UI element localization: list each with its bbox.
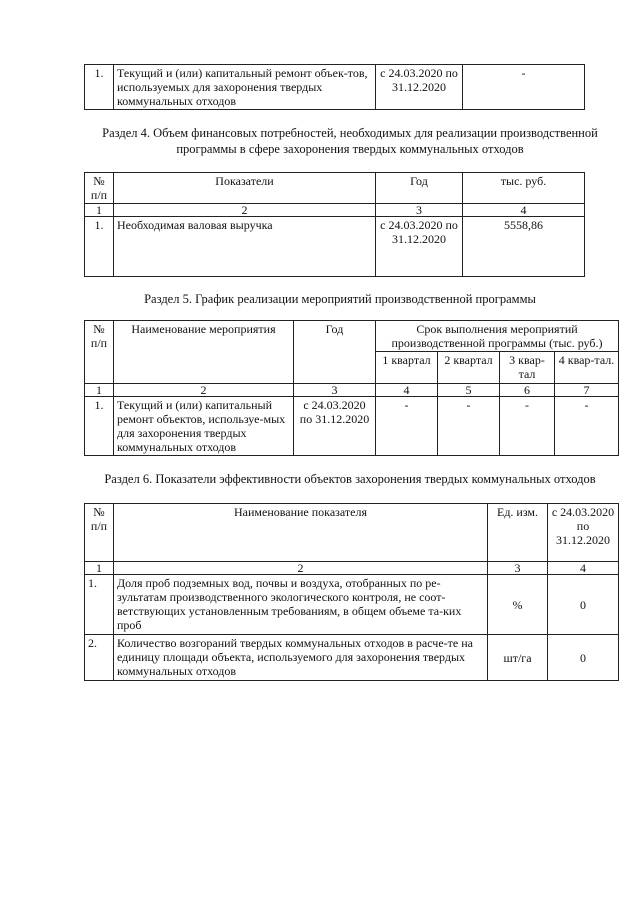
col-number: 3 xyxy=(488,562,548,575)
section6-table xyxy=(84,503,619,681)
q3-cell: - xyxy=(500,397,555,456)
table-header-row xyxy=(85,173,585,204)
q4-cell: - xyxy=(555,397,619,456)
row-number: 2. xyxy=(85,635,114,681)
header-name: Наименование показателя xyxy=(114,504,488,562)
col-number: 1 xyxy=(85,204,114,217)
indicator-name: Необходимая валовая выручка xyxy=(114,217,376,277)
header-num: № п/п xyxy=(85,504,114,562)
col-number: 2 xyxy=(114,562,488,575)
row-number: 1. xyxy=(85,217,114,277)
sum-cell: 5558,86 xyxy=(463,217,585,277)
header-q3: 3 квар-тал xyxy=(500,352,555,384)
col-number: 3 xyxy=(376,204,463,217)
col-number: 2 xyxy=(114,204,376,217)
column-numbers-row xyxy=(85,562,619,575)
section4-title: Раздел 4. Объем финансовых потребностей, необходимых для реализации производственной программы в сфере захоронения твердых коммунальных отходов xyxy=(102,126,598,156)
col-number: 1 xyxy=(85,384,114,397)
table-row xyxy=(85,65,585,110)
col-number: 4 xyxy=(548,562,619,575)
q2-cell: - xyxy=(438,397,500,456)
column-numbers-row xyxy=(85,384,619,397)
table-top-continuation xyxy=(84,64,585,110)
indicator-name: Доля проб подземных вод, почвы и воздуха, отобранных по ре-зультатам производственного экологического контроля, не соот-ветствующих установленным требованиям, в общем объеме та-ких проб xyxy=(114,575,488,635)
col-number: 4 xyxy=(463,204,585,217)
col-number: 4 xyxy=(376,384,438,397)
row-number: 1. xyxy=(85,397,114,456)
header-num: № п/п xyxy=(85,173,114,204)
indicator-name: Количество возгораний твердых коммунальных отходов в расче-те на единицу площади объекта, используемого для захоронения твердых коммунальных отходов xyxy=(114,635,488,681)
unit-cell: шт/га xyxy=(488,635,548,681)
header-q2: 2 квартал xyxy=(438,352,500,384)
header-term: Срок выполнения мероприятий производственной программы (тыс. руб.) xyxy=(376,321,619,352)
table-row xyxy=(85,575,619,635)
value-cell: - xyxy=(463,65,585,110)
table-row xyxy=(85,217,585,277)
activity-name: Текущий и (или) капитальный ремонт объектов, используе-мых для захоронения твердых коммунальных отходов xyxy=(114,397,294,456)
section6-title: Раздел 6. Показатели эффективности объектов захоронения твердых коммунальных отходов xyxy=(104,472,596,486)
table-row xyxy=(85,397,619,456)
header-year: Год xyxy=(294,321,376,384)
year-cell: с 24.03.2020 по 31.12.2020 xyxy=(294,397,376,456)
year-cell: с 24.03.2020 по 31.12.2020 xyxy=(376,217,463,277)
col-number: 2 xyxy=(114,384,294,397)
header-unit: Ед. изм. xyxy=(488,504,548,562)
col-number: 3 xyxy=(294,384,376,397)
period-cell: с 24.03.2020 по 31.12.2020 xyxy=(376,65,463,110)
row-number: 1. xyxy=(85,65,114,110)
header-period: с 24.03.2020 по 31.12.2020 xyxy=(548,504,619,562)
section5-table xyxy=(84,320,619,456)
table-header-row xyxy=(85,321,619,352)
header-q1: 1 квартал xyxy=(376,352,438,384)
value-cell: 0 xyxy=(548,635,619,681)
col-number: 5 xyxy=(438,384,500,397)
header-q4: 4 квар-тал. xyxy=(555,352,619,384)
header-year: Год xyxy=(376,173,463,204)
value-cell: 0 xyxy=(548,575,619,635)
column-numbers-row xyxy=(85,204,585,217)
table-row xyxy=(85,635,619,681)
section5-title: Раздел 5. График реализации мероприятий производственной программы xyxy=(144,292,536,306)
section4-table xyxy=(84,172,585,277)
activity-name: Текущий и (или) капитальный ремонт объек-тов, используемых для захоронения твердых коммунальных отходов xyxy=(114,65,376,110)
unit-cell: % xyxy=(488,575,548,635)
header-name: Наименование мероприятия xyxy=(114,321,294,384)
header-indicator: Показатели xyxy=(114,173,376,204)
header-sum: тыс. руб. xyxy=(463,173,585,204)
row-number: 1. xyxy=(85,575,114,635)
header-num: № п/п xyxy=(85,321,114,384)
q1-cell: - xyxy=(376,397,438,456)
col-number: 7 xyxy=(555,384,619,397)
col-number: 1 xyxy=(85,562,114,575)
col-number: 6 xyxy=(500,384,555,397)
table-header-row xyxy=(85,504,619,562)
